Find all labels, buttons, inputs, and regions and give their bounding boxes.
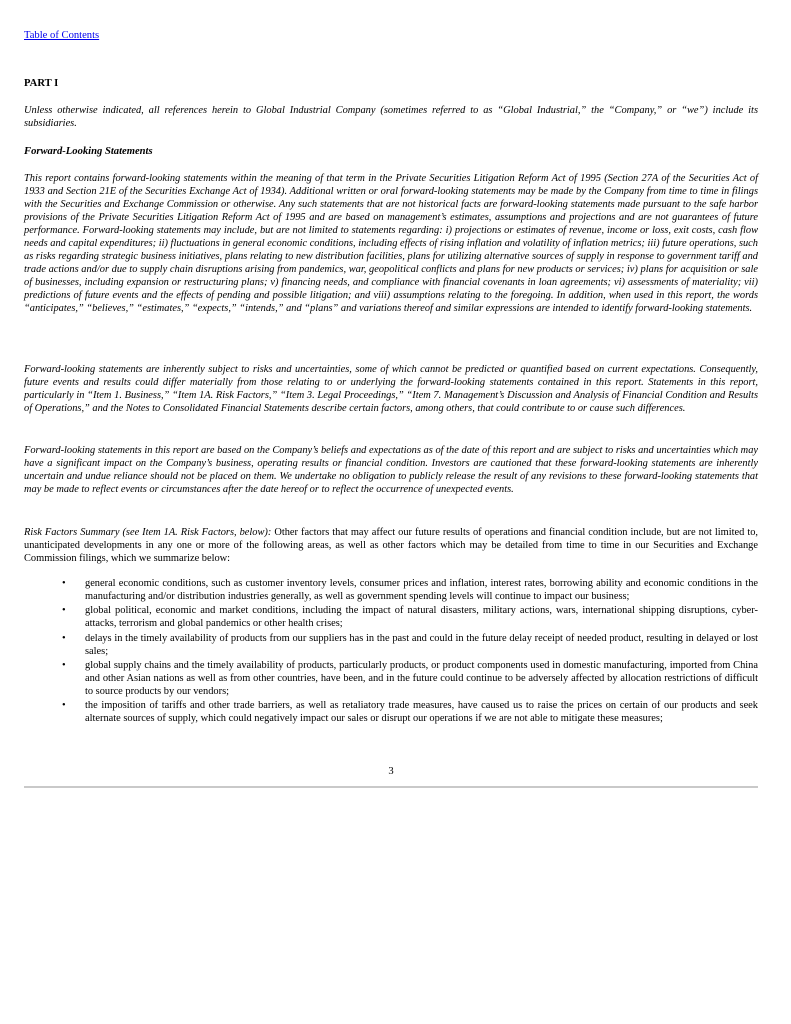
list-item bbox=[24, 700, 758, 726]
fls-paragraph: This report contains forward-looking statements within the meaning of that term in the Private Securities Litigation Reform Act of 1995 (Section 27A of the Securities Act of 1933 and Section 21E of the Securities Exchange Act of 1934). Additional written or oral forward-looking statements may be made by the Company from time to time in filings with the Securities and Exchange Commission or otherwise. Any such statements that are not historical facts are forward-looking statements made pursuant to the safe harbor provisions of the Private Securities Litigation Reform Act of 1995 and are based on management’s estimates, assumptions and projections and are not guarantees of future performance. Forward-looking statements may include, but are not limited to statements regarding: i) projections or estimates of revenue, income or loss, exit costs, cash flow needs and capital expenditures; ii) fluctuations in general economic conditions, including effects of rising inflation and volatility of inflation metrics; iii) future operations, such as risks regarding strategic business initiatives, plans relating to new distribution facilities, plans for utilizing alternative sources of supply in response to government tariff and trade actions and/or due to supply chain disruptions arising from pandemics, war, geopolitical conflicts and plans for new products or services; iv) plans for acquisition or sale of businesses, including expansion or restructuring plans; v) financing needs, and compliance with financial covenants in loan agreements; vi) assessments of materiality; vii) predictions of future events and the effects of pending and possible litigation; and viii) assumptions relating to the foregoing. In addition, when used in this report, the words “anticipates,” “believes,” “estimates,” “expects,” “intends,” and “plans” and variations thereof and similar expressions are intended to identify forward-looking statements. bbox=[24, 173, 758, 314]
page-number: 3 bbox=[388, 766, 394, 777]
risk-summary-text: Other factors that may affect our future results of operations and financial condition include, but are not limited to, unanticipated developments in any one or more of the following areas, as well as other factors which may be detailed from time to time in our Securities and Exchange Commission filings, which we summarize below: bbox=[24, 527, 758, 564]
forward-looking-heading: Forward-Looking Statements bbox=[24, 146, 153, 157]
list-item bbox=[24, 660, 758, 699]
bullet-text: the imposition of tariffs and other trade barriers, as well as retaliatory trade measures, have caused us to raise the prices on certain of our products and seek alternate sources of supply, which could negatively impact our sales or disrupt our operations if we are not able to mitigate these measures; bbox=[85, 700, 758, 725]
intro-block bbox=[24, 105, 758, 131]
list-item bbox=[24, 578, 758, 604]
fls-paragraph: Forward-looking statements in this report are based on the Company’s beliefs and expectations as of the date of this report and are subject to risks and uncertainties which may have a significant impact on the Company’s business, operating results or financial condition. Investors are cautioned that these forward-looking statements are inherently uncertain and undue reliance should not be placed on them. We undertake no obligation to publicly release the result of any revisions to these forward-looking statements that may be made to reflect events or circumstances after the date hereof or to reflect the occurrence of unexpected events. bbox=[24, 445, 758, 495]
page-divider bbox=[24, 786, 758, 788]
bullet-text: delays in the timely availability of products from our suppliers has in the past and could in the future delay receipt of needed product, resulting in delayed or lost sales; bbox=[85, 632, 758, 657]
intro-paragraph: Unless otherwise indicated, all references herein to Global Industrial Company (sometimes referred to as “Global Industrial,” the “Company,” or “we”) include its subsidiaries. bbox=[24, 105, 758, 129]
bullet-icon: • bbox=[62, 605, 66, 617]
fls-paragraph-2-block bbox=[24, 364, 758, 416]
fls-paragraph-1-block bbox=[24, 173, 758, 315]
bullet-icon: • bbox=[62, 700, 66, 712]
fls-paragraph: Forward-looking statements are inherently subject to risks and uncertainties, some of which cannot be predicted or quantified based on current expectations. Consequently, future events and results could differ materially from those relating to or underlying the forward-looking statements contained in this report. Statements in this report, particularly in “Item 1. Business,” “Item 1A. Risk Factors,” “Item 3. Legal Proceedings,” “Item 7. Management’s Discussion and Analysis of Financial Condition and Results of Operations,” and the Notes to Consolidated Financial Statements describe certain factors, among others, that could contribute to or cause such differences. bbox=[24, 364, 758, 414]
risk-summary-block bbox=[24, 527, 758, 566]
table-of-contents-link[interactable]: Table of Contents bbox=[24, 30, 100, 41]
list-item bbox=[24, 633, 758, 659]
bullet-text: global supply chains and the timely availability of products, particularly products, or product components used in domestic manufacturing, imported from China and other Asian nations as well as from other countries, have been, and in the future could continue to be adversely affected by allocation restrictions of difficult to source products by our vendors; bbox=[85, 659, 758, 697]
risk-summary-lead: Risk Factors Summary (see Item 1A. Risk Factors, below): bbox=[24, 527, 272, 538]
risk-summary-paragraph bbox=[24, 527, 758, 566]
bullet-icon: • bbox=[62, 578, 66, 589]
bullet-icon: • bbox=[62, 632, 66, 644]
part-title: PART I bbox=[24, 78, 59, 89]
bullet-icon: • bbox=[62, 659, 66, 671]
bullet-text: general economic conditions, such as customer inventory levels, consumer prices and inflation, interest rates, borrowing ability and economic conditions in the manufacturing and/or distribution industries generally, as well as government spending levels will continue to impact our business; bbox=[85, 578, 758, 602]
list-item bbox=[24, 605, 758, 631]
bullet-text: global political, economic and market conditions, including the impact of natural disasters, military actions, wars, international shipping disruptions, cyber-attacks, terrorism and global pandemics or other health crises; bbox=[85, 605, 758, 630]
fls-heading-block bbox=[24, 146, 758, 157]
risk-bullet-list bbox=[24, 578, 758, 727]
fls-paragraph-3-block bbox=[24, 445, 758, 497]
